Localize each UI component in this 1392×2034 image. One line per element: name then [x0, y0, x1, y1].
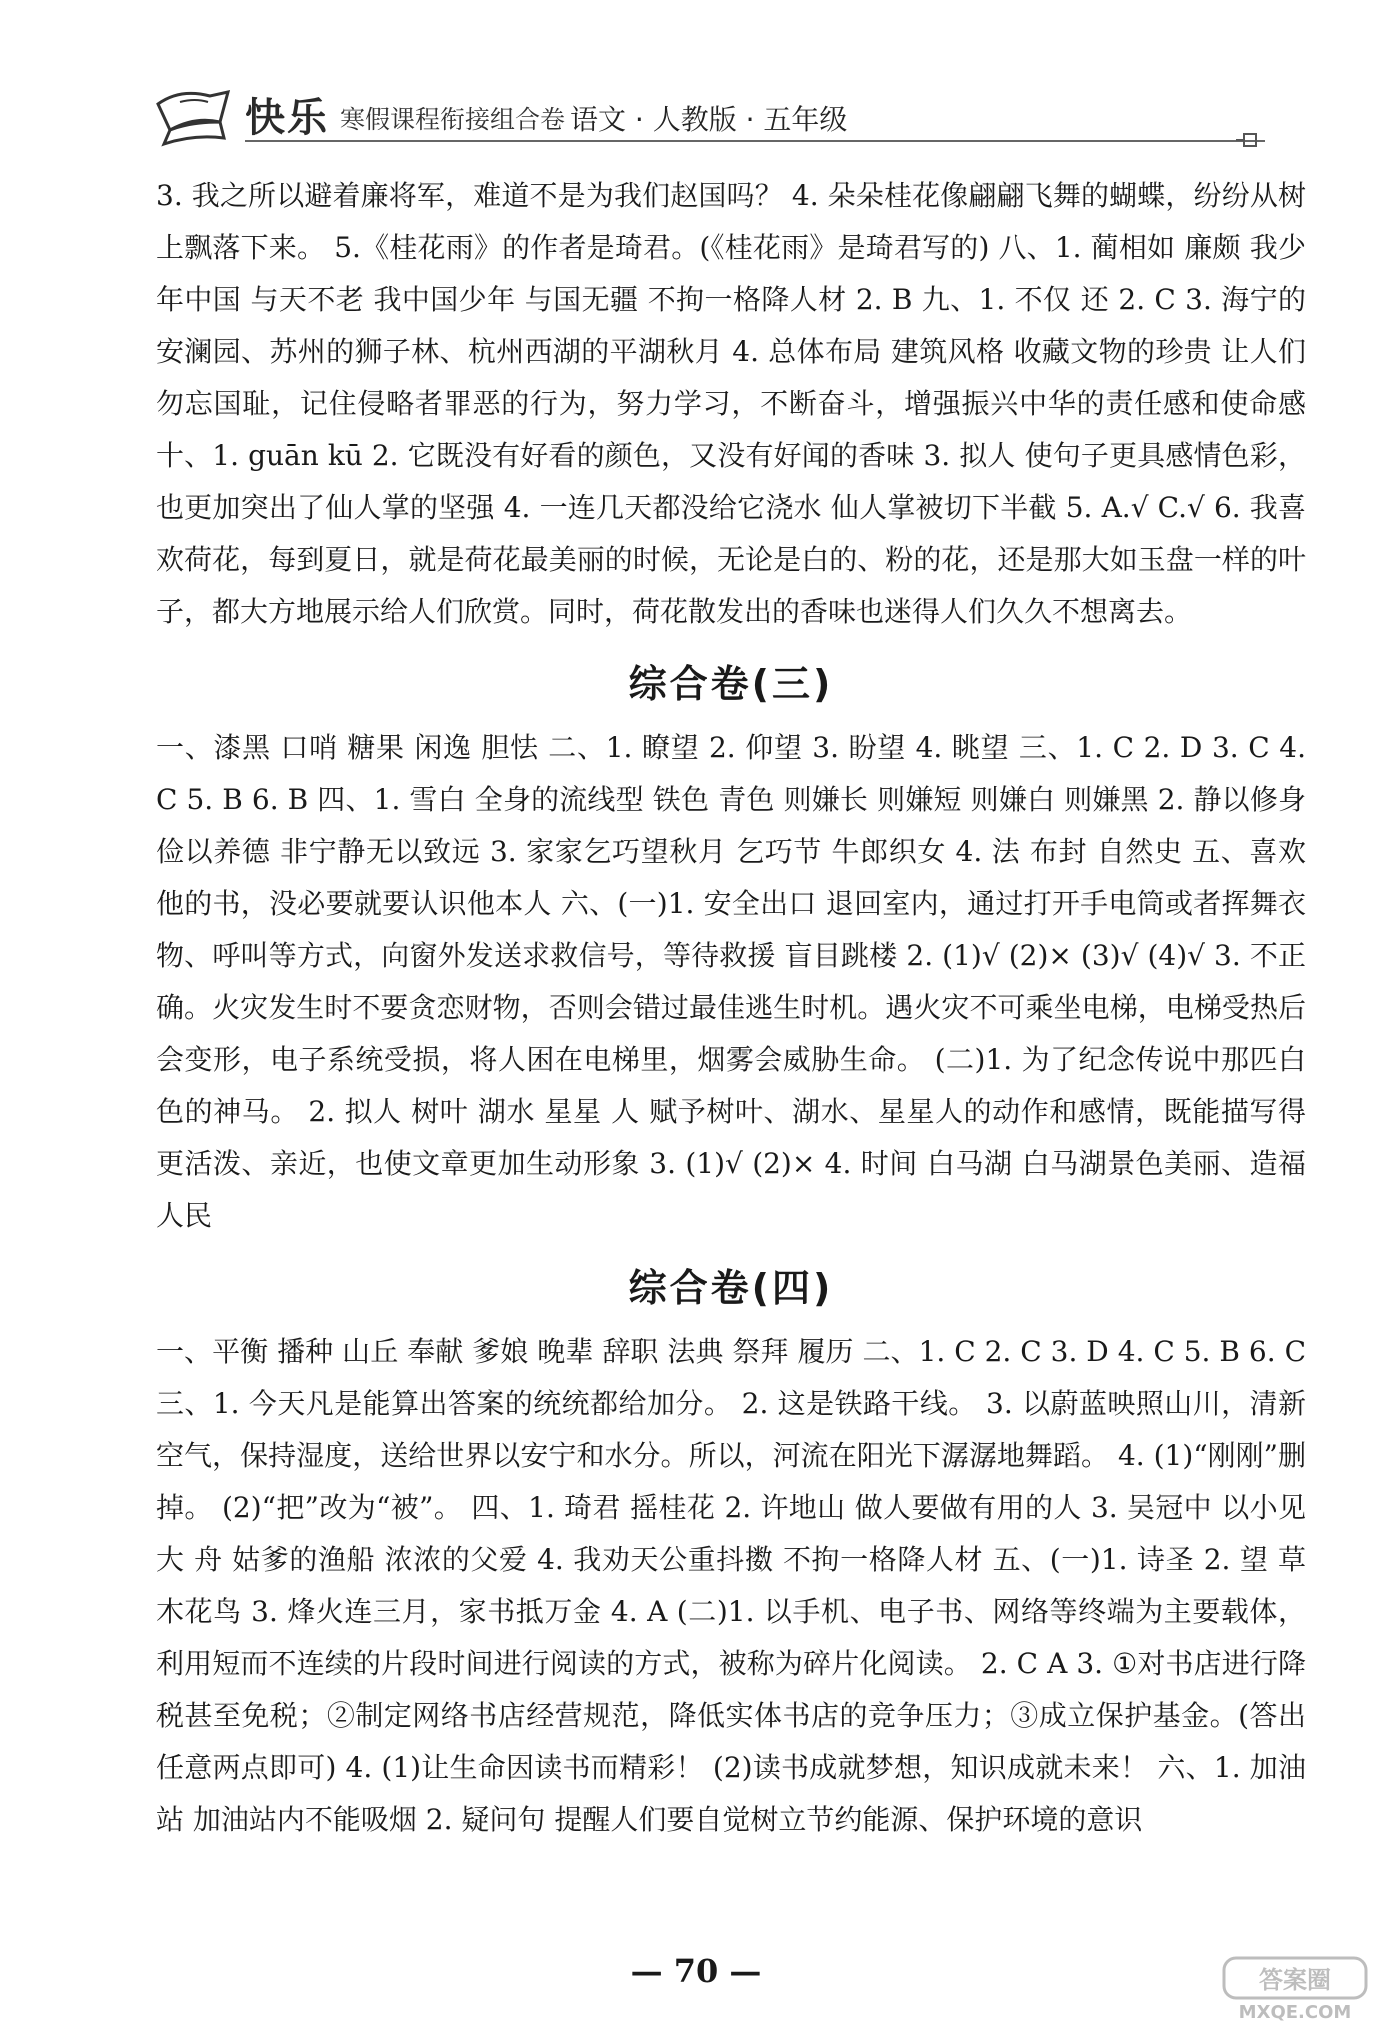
answer-paragraph-section-3: 一、漆黑 口哨 糖果 闲逸 胆怯 二、1. 瞭望 2. 仰望 3. 盼望 4. 眺望 三、1. C 2. D 3. C 4. C 5. B 6. B 四、1. 雪白 全身的流线型 铁色 青色 则嫌长 则嫌短 则嫌白 则嫌黑 2. 静以修身 俭以养德 非宁静无以致远 3. 家家乞巧望秋月 乞巧节 牛郎织女 4. 法 布封 自然史 五、喜欢他的书，没必要就要认识他本人 六、(一)1. 安全出口 退回室内，通过打开手电筒或者挥舞衣物、呼叫等方式，向窗外发送求救信号，等待救援 盲目跳楼 2. (1)√ (2)× (3)√ (4)√ 3. 不正确。火灾发生时不要贪恋财物，否则会错过最佳逃生时机。遇火灾不可乘坐电梯，电梯受热后会变形，电子系统受损，将人困在电梯里，烟雾会威胁生命。 (二)1. 为了纪念传说中那匹白色的神马。 2. 拟人 树叶 湖水 星星 人 赋予树叶、湖水、星星人的动作和感情，既能描写得更活泼、亲近，也使文章更加生动形象 3. (1)√ (2)× 4. 时间 白马湖 白马湖景色美丽、造福人民	[156, 731, 1306, 1232]
page-header	[140, 74, 1270, 164]
answer-content	[156, 170, 1306, 1846]
section-title-4: 综合卷(四)	[628, 1266, 834, 1310]
header-divider	[245, 140, 1265, 142]
watermark-logo	[1220, 1954, 1370, 2024]
watermark-text-line2: MXQE.COM	[1238, 2002, 1352, 2023]
page-number: — 70 —	[630, 1952, 762, 1990]
answer-paragraph-section-4: 一、平衡 播种 山丘 奉献 爹娘 晚辈 辞职 法典 祭拜 履历 二、1. C 2. C 3. D 4. C 5. B 6. C 三、1. 今天凡是能算出答案的统统都给加分。 2. 这是铁路干线。 3. 以蔚蓝映照山川，清新空气，保持湿度，送给世界以安宁和水分。所以，河流在阳光下潺潺地舞蹈。 4. (1)“刚刚”删掉。 (2)“把”改为“被”。 四、1. 琦君 摇桂花 2. 许地山 做人要做有用的人 3. 吴冠中 以小见大 舟 姑爹的渔船 浓浓的父爱 4. 我劝天公重抖擞 不拘一格降人材 五、(一)1. 诗圣 2. 望 草木花鸟 3. 烽火连三月，家书抵万金 4. A (二)1. 以手机、电子书、网络等终端为主要载体，利用短而不连续的片段时间进行阅读的方式，被称为碎片化阅读。 2. C A 3. ①对书店进行降税甚至免税；②制定网络书店经营规范，降低实体书店的竞争压力；③成立保护基金。(答出任意两点即可) 4. (1)让生命因读书而精彩！ (2)读书成就梦想，知识成就未来！ 六、1. 加油站 加油站内不能吸烟 2. 疑问句 提醒人们要自觉树立节约能源、保护环境的意识	[156, 1335, 1306, 1836]
answer-paragraph-continued: 3. 我之所以避着廉将军，难道不是为我们赵国吗？ 4. 朵朵桂花像翩翩飞舞的蝴蝶，纷纷从树上飘落下来。 5.《桂花雨》的作者是琦君。(《桂花雨》是琦君写的) 八、1. 蔺相如 廉颇 我少年中国 与天不老 我中国少年 与国无疆 不拘一格降人材 2. B 九、1. 不仅 还 2. C 3. 海宁的安澜园、苏州的狮子林、杭州西湖的平湖秋月 4. 总体布局 建筑风格 收藏文物的珍贵 让人们勿忘国耻，记住侵略者罪恶的行为，努力学习，不断奋斗，增强振兴中华的责任感和使命感 十、1. guān kū 2. 它既没有好看的颜色，又没有好闻的香味 3. 拟人 使句子更具感情色彩，也更加突出了仙人掌的坚强 4. 一连几天都没给它浇水 仙人掌被切下半截 5. A.√ C.√ 6. 我喜欢荷花，每到夏日，就是荷花最美丽的时候，无论是白的、粉的花，还是那大如玉盘一样的叶子，都大方地展示给人们欣赏。同时，荷花散发出的香味也迷得人们久久不想离去。	[156, 179, 1306, 628]
watermark-text-line1: 答案圈	[1259, 1966, 1331, 1994]
book-logo-icon	[150, 82, 240, 152]
section-title-3: 综合卷(三)	[628, 662, 834, 706]
subject-label: 语文 · 人教版 · 五年级	[570, 103, 848, 136]
brand-title: 快乐	[245, 95, 329, 141]
series-title: 寒假课程衔接组合卷	[340, 105, 566, 134]
decorative-flourish-icon	[1236, 126, 1266, 156]
